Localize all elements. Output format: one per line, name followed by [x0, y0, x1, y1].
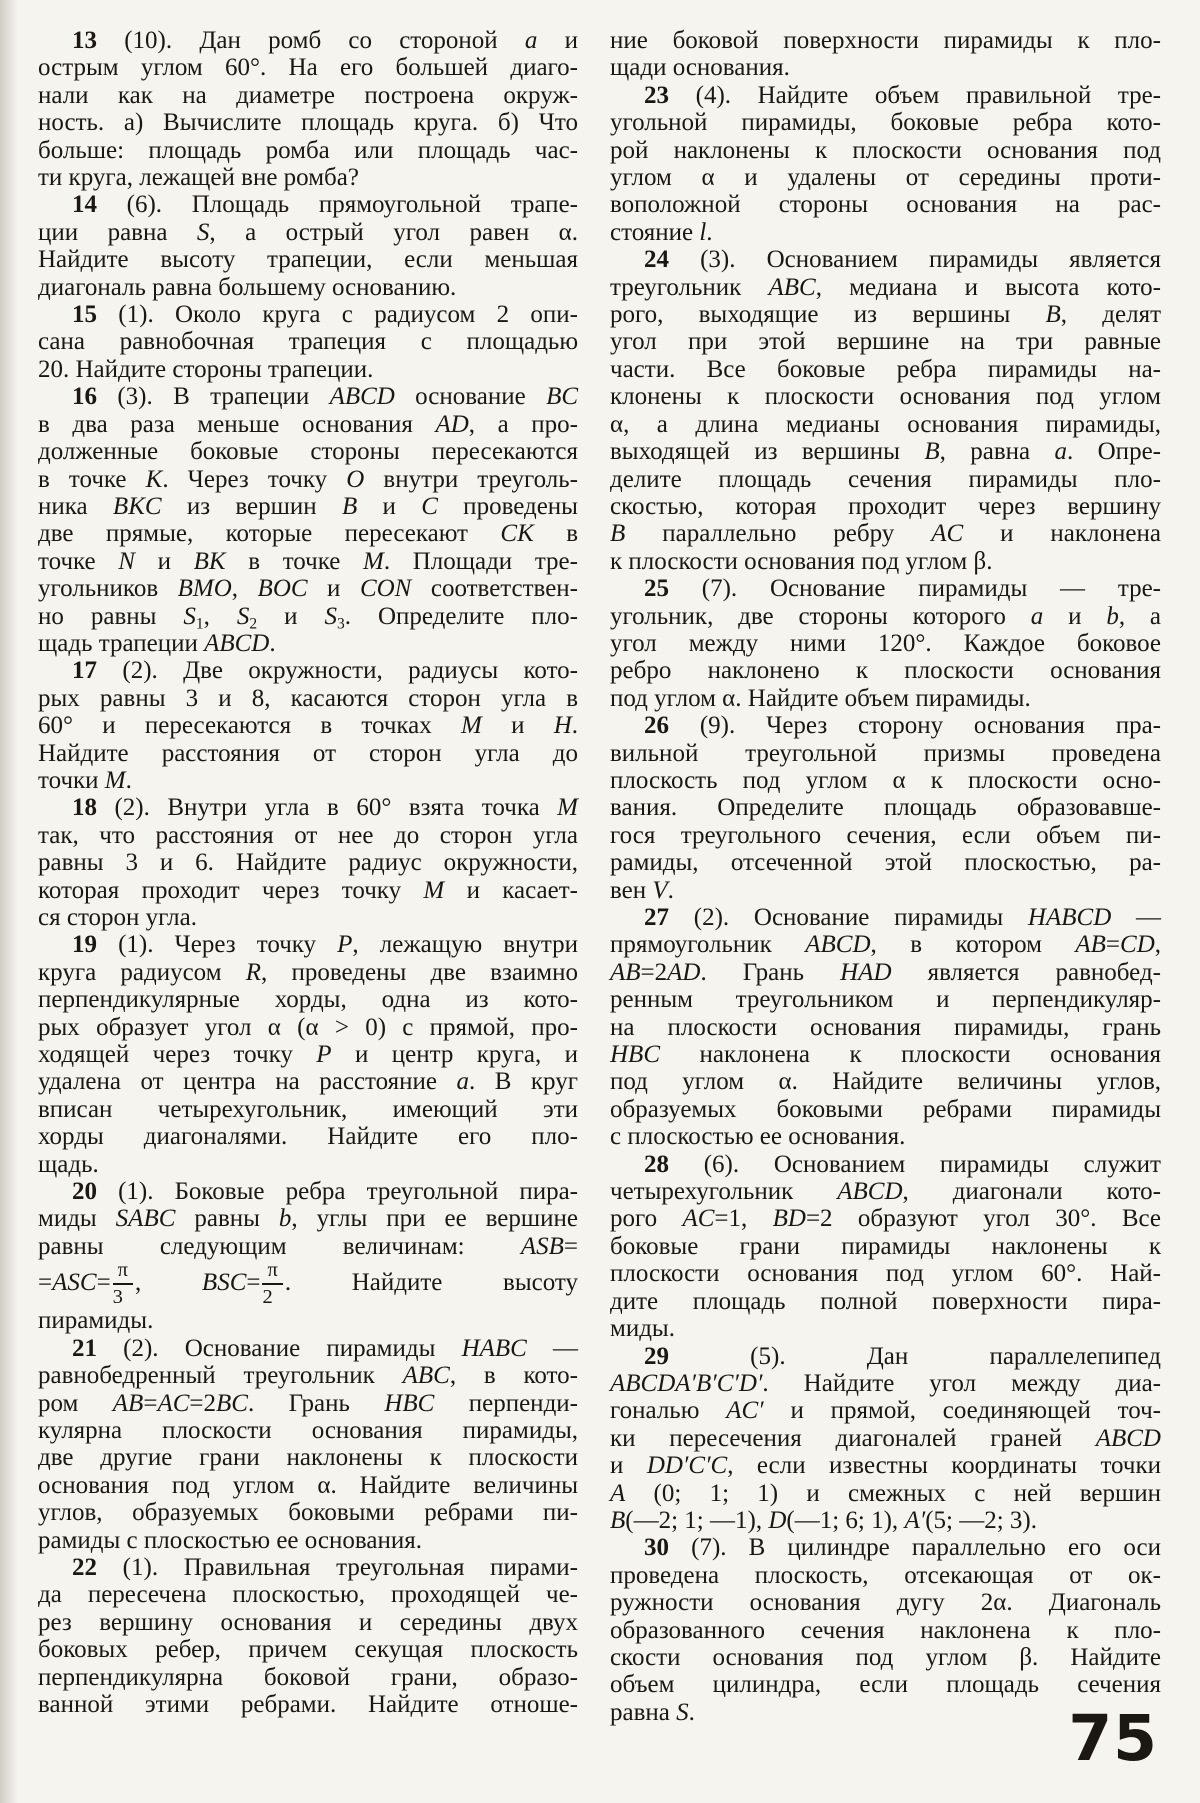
text-line: 25 (7). Основание пирамиды — тре- — [644, 575, 1161, 603]
text-line: ребро наклонено к плоскости основания — [610, 657, 1161, 685]
text-line: вания. Определите площадь образовавше- — [610, 794, 1161, 822]
text-line: так, что расстояния от нее до сторон угла — [38, 821, 578, 849]
text-line: 15 (1). Около круга с радиусом 2 опи- — [72, 301, 578, 329]
text-line: угольников BMO, BOC и CON соответствен- — [38, 575, 579, 603]
text-line: 19 (1). Через точку P, лежащую внутри — [72, 931, 578, 959]
text-line: под углом α. Найдите величины углов, — [610, 1068, 1161, 1096]
text-line: образуемых боковыми ребрами пирамиды — [610, 1095, 1161, 1123]
text-line: A (0; 1; 1) и смежных с ней вершин — [610, 1479, 1161, 1507]
text-line: прямоугольник ABCD, в котором AB=CD, — [610, 931, 1161, 959]
text-line: хорды диагоналями. Найдите его пло- — [38, 1123, 578, 1151]
text-line: ABCDA′B′C′D′. Найдите угол между диа- — [610, 1369, 1161, 1397]
text-line: рамиды с плоскостью ее основания. — [38, 1526, 422, 1554]
text-line: 16 (3). В трапеции ABCD основание BC — [72, 383, 579, 411]
problem-21 — [38, 1335, 578, 1554]
text-line: образованного сечения наклонена к пло- — [610, 1616, 1161, 1644]
text-line: диагональ равна большему основанию. — [38, 273, 457, 301]
text-line: B(—2; 1; —1), D(—1; 6; 1), A′(5; —2; 3). — [610, 1506, 1037, 1534]
text-line: вильной треугольной призмы проведена — [610, 739, 1161, 767]
text-line: ки пересечения диагоналей граней ABCD — [610, 1424, 1161, 1452]
text-line: α, а длина медианы основания пирамиды, — [610, 410, 1161, 438]
text-line: 18 (2). Внутри угла в 60° взята точка M — [72, 794, 578, 822]
text-line: 22 (1). Правильная треугольная пирами- — [72, 1553, 578, 1581]
text-line: =ASC= $\frac{\pi}{3}$ , BSC= $\frac{\pi}{2}$ . Найдите высоту — [38, 1259, 578, 1308]
text-line: на плоскости основания пирамиды, грань — [610, 1013, 1161, 1041]
text-line: рамиды, отсеченной этой плоскостью, ра- — [610, 849, 1161, 877]
problem-18 — [38, 794, 578, 931]
text-line: плоскости основания под углом 60°. Най- — [610, 1260, 1161, 1288]
fraction: $\frac{\pi}{2}$ — [260, 1260, 284, 1307]
problem-22-cont — [610, 27, 1161, 82]
text-line: основания под углом α. Найдите величины — [38, 1471, 578, 1499]
text-line: гональю AC′ и прямой, соединяющей точ- — [610, 1397, 1161, 1425]
text-line: угольной пирамиды, боковые ребра кото- — [610, 109, 1161, 137]
text-line: 20 (1). Боковые ребра треугольной пира- — [72, 1178, 578, 1206]
text-line: но равны $S_1$, $S_2$ и $S_3$. Определите пло- — [38, 602, 578, 632]
text-line: гося треугольного сечения, если объем пи- — [610, 821, 1161, 849]
problem-28 — [610, 1151, 1161, 1343]
problem-17 — [38, 657, 578, 794]
problem-23 — [610, 82, 1161, 246]
text-line: HBC наклонена к плоскости основания — [610, 1041, 1161, 1069]
problem-30 — [610, 1534, 1161, 1726]
text-line: стояние l. — [610, 218, 713, 246]
text-line: объем цилиндра, если площадь сечения — [610, 1671, 1161, 1699]
text-line: 23 (4). Найдите объем правильной тре- — [644, 81, 1161, 109]
text-line: ром AB=AC=2BC. Грань HBC перпенди- — [38, 1389, 578, 1417]
text-line: равны следующим величинам: ASB= — [38, 1232, 578, 1260]
text-line: AB=2AD. Грань HAD является равнобед- — [610, 958, 1161, 986]
text-line: 29 (5). Дан параллелепипед — [644, 1342, 1161, 1370]
text-line: ции равна S, а острый угол равен α. — [38, 218, 579, 246]
problem-29 — [610, 1343, 1161, 1535]
text-line: 30 (7). В цилиндре параллельно его оси — [644, 1534, 1161, 1562]
text-line: кулярна плоскости основания пирамиды, — [38, 1416, 578, 1444]
text-line: к плоскости основания под углом β. — [610, 547, 993, 575]
text-line: в два раза меньше основания AD, а про- — [38, 410, 578, 438]
text-line: под углом α. Найдите объем пирамиды. — [610, 684, 1031, 712]
text-line: перпендикулярные хорды, одна из кото- — [38, 986, 578, 1014]
text-line: боковых ребер, причем секущая плоскость — [38, 1636, 578, 1664]
text-line: больше: площадь ромба или площадь час- — [38, 136, 578, 164]
text-line: точки M. — [38, 766, 132, 794]
problem-16 — [38, 383, 578, 657]
text-line: ние боковой поверхности пирамиды к пло- — [610, 27, 1161, 54]
text-line: рой наклонены к плоскости основания под — [610, 136, 1161, 164]
text-line: миды. — [610, 1315, 675, 1343]
text-line: две другие грани наклонены к плоскости — [38, 1444, 578, 1472]
text-line: B параллельно ребру AC и наклонена — [610, 520, 1161, 548]
text-line: щадь трапеции ABCD. — [38, 629, 276, 657]
text-line: щадь. — [38, 1150, 99, 1178]
text-line: долженные боковые стороны пересекаются — [38, 438, 578, 466]
text-line: четырехугольник ABCD, диагонали кото- — [610, 1178, 1161, 1206]
text-line: проведена плоскость, отсекающая от ок- — [610, 1561, 1161, 1589]
problem-14 — [38, 191, 578, 301]
text-line: перпендикулярна боковой грани, образо- — [38, 1663, 578, 1691]
text-line: плоскость под углом α к плоскости осно- — [610, 766, 1161, 794]
text-line: ность. а) Вычислите площадь круга. б) Что — [38, 109, 578, 137]
text-line: рых образует угол α (α > 0) с прямой, про- — [38, 1013, 578, 1041]
fraction: $\frac{\pi}{3}$ — [111, 1260, 135, 1307]
text-line: ся сторон угла. — [38, 904, 197, 931]
text-line: угол при этой вершине на три равные — [610, 328, 1161, 356]
text-line: 21 (2). Основание пирамиды HABC — — [72, 1334, 578, 1362]
text-line: щади основания. — [610, 54, 790, 82]
text-line: выходящей из вершины B, равна a. Опре- — [610, 438, 1161, 466]
text-line: ружности основания дугу 2α. Диагональ — [610, 1589, 1161, 1617]
problem-24 — [610, 246, 1161, 575]
text-line: пирамиды. — [38, 1307, 154, 1335]
text-line: равна S. — [610, 1698, 695, 1726]
text-line: вен V. — [610, 876, 674, 904]
problem-13 — [38, 27, 578, 191]
text-line: миды SABC равны b, углы при ее вершине — [38, 1205, 578, 1233]
scan-edge-shadow — [0, 0, 18, 1803]
text-line: рого AC=1, BD=2 образуют угол 30°. Все — [610, 1205, 1161, 1233]
text-line: ти круга, лежащей вне ромба? — [38, 164, 359, 192]
text-line: 24 (3). Основанием пирамиды является — [644, 246, 1161, 274]
text-line: 13 (10). Дан ромб со стороной a и — [72, 27, 578, 54]
text-line: нали как на диаметре построена окруж- — [38, 81, 578, 109]
text-line: части. Все боковые ребра пирамиды на- — [610, 355, 1161, 383]
text-line: 17 (2). Две окружности, радиусы кото- — [72, 657, 578, 685]
text-line: равнобедренный треугольник ABC, в кото- — [38, 1362, 578, 1390]
text-line: ренным треугольником и перпендикуляр- — [610, 986, 1161, 1014]
text-line: делите площадь сечения пирамиды пло- — [610, 465, 1161, 493]
problem-25 — [610, 575, 1161, 712]
text-line: Найдите высоту трапеции, если меньшая — [38, 246, 578, 274]
text-line: которая проходит через точку M и касает- — [38, 876, 578, 904]
text-line: Найдите расстояния от сторон угла до — [38, 739, 578, 767]
text-line: и DD′C′C, если известны координаты точки — [610, 1452, 1161, 1480]
text-line: в точке K. Через точку O внутри треуголь- — [38, 465, 578, 493]
text-line: воположной стороны основания на рас- — [610, 191, 1161, 219]
text-line: две прямые, которые пересекают CK в — [38, 520, 578, 548]
text-line: 60° и пересекаются в точках M и H. — [38, 712, 578, 740]
text-line: ника BKC из вершин B и C проведены — [38, 492, 578, 520]
text-line: клонены к плоскости основания под углом — [610, 383, 1161, 411]
text-line: с плоскостью ее основания. — [610, 1123, 906, 1151]
text-line: удалена от центра на расстояние a. В круг — [38, 1068, 578, 1096]
text-line: угольник, две стороны которого a и b, а — [610, 602, 1161, 630]
text-line: ванной этими ребрами. Найдите отноше- — [38, 1690, 578, 1718]
text-line: скостью, которая проходит через вершину — [610, 492, 1161, 520]
text-line: дите площадь полной поверхности пира- — [610, 1287, 1161, 1315]
text-line: скости основания под углом β. Найдите — [610, 1643, 1161, 1671]
problem-19 — [38, 931, 578, 1178]
text-line: вписан четырехугольник, имеющий эти — [38, 1095, 578, 1123]
problem-15 — [38, 301, 578, 383]
text-line: равны 3 и 6. Найдите радиус окружности, — [38, 849, 578, 877]
text-column-left — [38, 27, 578, 1718]
text-line: круга радиусом R, проведены две взаимно — [38, 958, 578, 986]
text-line: рых равны 3 и 8, касаются сторон угла в — [38, 684, 578, 712]
text-line: да пересечена плоскостью, проходящей че- — [38, 1581, 578, 1609]
text-line: ходящей через точку P и центр круга, и — [38, 1041, 578, 1069]
text-line: рого, выходящие из вершины B, делят — [610, 301, 1161, 329]
text-line: рез вершину основания и середины двух — [38, 1608, 578, 1636]
problem-26 — [610, 712, 1161, 904]
text-line: углом α и удалены от середины проти- — [610, 164, 1161, 192]
text-line: 27 (2). Основание пирамиды HABCD — — [644, 904, 1161, 931]
problem-20 — [38, 1178, 578, 1335]
text-line: 26 (9). Через сторону основания пра- — [644, 712, 1161, 740]
text-line: сана равнобочная трапеция с площадью — [38, 328, 578, 356]
text-line: 14 (6). Площадь прямоугольной трапе- — [72, 191, 578, 219]
text-line: боковые грани пирамиды наклонены к — [610, 1232, 1161, 1260]
text-line: точке N и BK в точке M. Площади тре- — [38, 547, 578, 575]
text-line: 28 (6). Основанием пирамиды служит — [644, 1150, 1161, 1178]
text-line: угол между ними 120°. Каждое боковое — [610, 629, 1161, 657]
problem-27 — [610, 904, 1161, 1151]
text-column-right — [610, 27, 1161, 1726]
text-line: треугольник ABC, медиана и высота кото- — [610, 273, 1161, 301]
text-line: 20. Найдите стороны трапеции. — [38, 355, 374, 383]
problem-22 — [38, 1554, 578, 1718]
text-line: острым углом 60°. На его большей диаго- — [38, 54, 578, 82]
page-number: 75 — [1068, 1702, 1158, 1775]
text-line: углов, образуемых боковыми ребрами пи- — [38, 1499, 578, 1527]
